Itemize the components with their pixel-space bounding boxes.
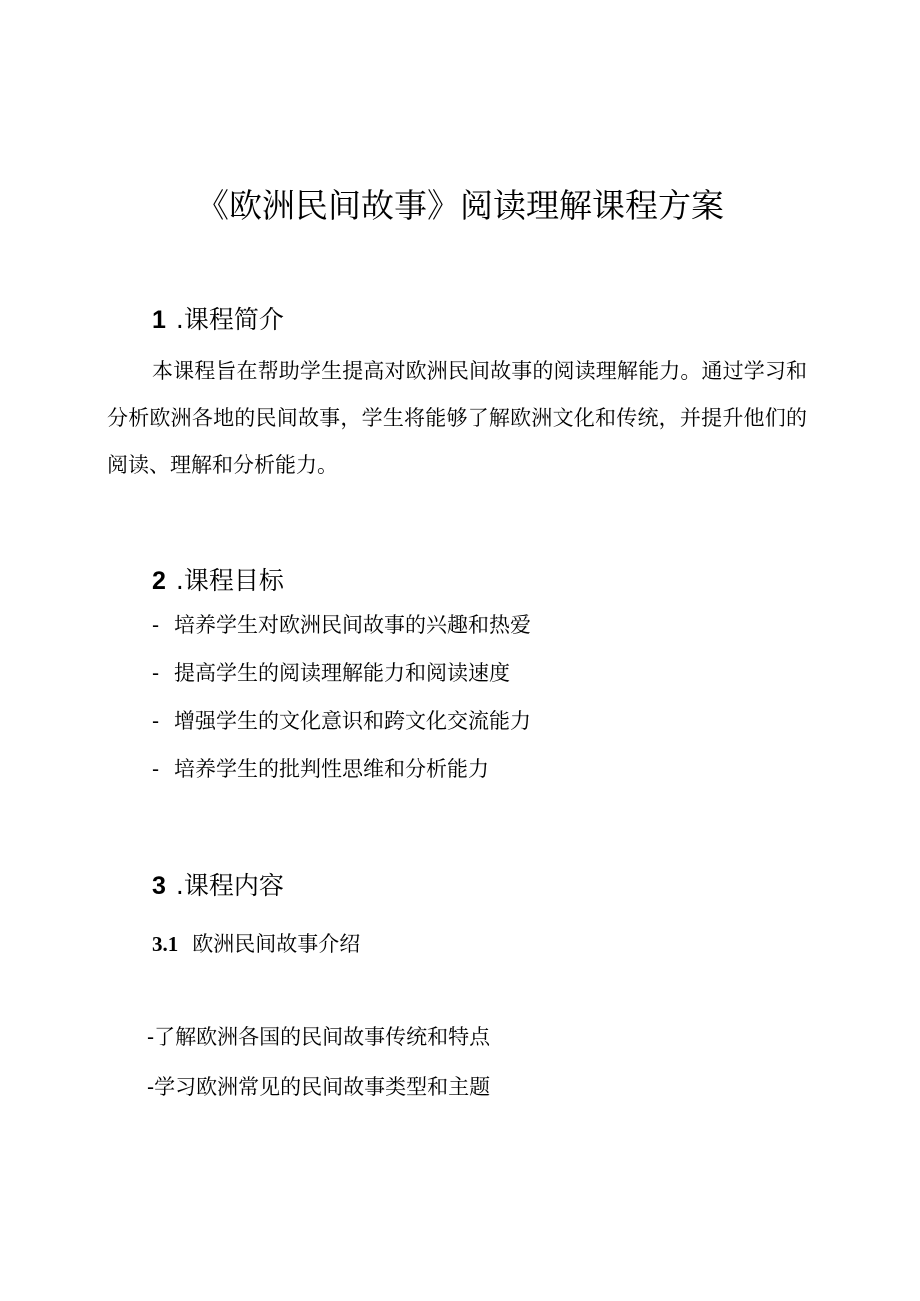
bullet-dash: - — [152, 613, 160, 637]
section-3-number: 3 — [152, 872, 166, 900]
section-3-heading — [152, 866, 284, 902]
section-1-number: 1 — [152, 306, 166, 334]
section-2-number: 2 — [152, 567, 166, 595]
list-item: - 增强学生的文化意识和跨文化交流能力 — [152, 697, 531, 745]
section-1-paragraph: 本课程旨在帮助学生提高对欧洲民间故事的阅读理解能力。通过学习和分析欧洲各地的民间故事，学生将能够了解欧洲文化和传统，并提升他们的阅读、理解和分析能力。 — [107, 359, 807, 477]
list-item: -了解欧洲各国的民间故事传统和特点 — [147, 1025, 491, 1049]
section-1-heading — [152, 300, 284, 336]
list-item: - 提高学生的阅读理解能力和阅读速度 — [152, 649, 531, 697]
goals-list — [152, 601, 531, 793]
subsection-3-1-title: 欧洲民间故事介绍 — [192, 932, 361, 956]
content-list — [147, 1012, 490, 1112]
section-2-title: .课程目标 — [175, 566, 284, 595]
list-item: - 培养学生对欧洲民间故事的兴趣和热爱 — [152, 601, 531, 649]
bullet-dash: - — [152, 661, 160, 685]
bullet-dash: - — [152, 757, 160, 781]
bullet-dash: - — [152, 709, 160, 733]
section-3-title: .课程内容 — [175, 871, 284, 900]
list-item: -学习欧洲常见的民间故事类型和主题 — [147, 1075, 491, 1099]
subsection-3-1-heading — [152, 928, 360, 958]
list-item: - 培养学生的批判性思维和分析能力 — [152, 745, 531, 793]
section-2-heading — [152, 561, 284, 597]
subsection-3-1-number: 3.1 — [152, 932, 179, 956]
section-1-title: .课程简介 — [175, 305, 284, 334]
document-title: 《欧洲民间故事》阅读理解课程方案 — [196, 186, 724, 225]
